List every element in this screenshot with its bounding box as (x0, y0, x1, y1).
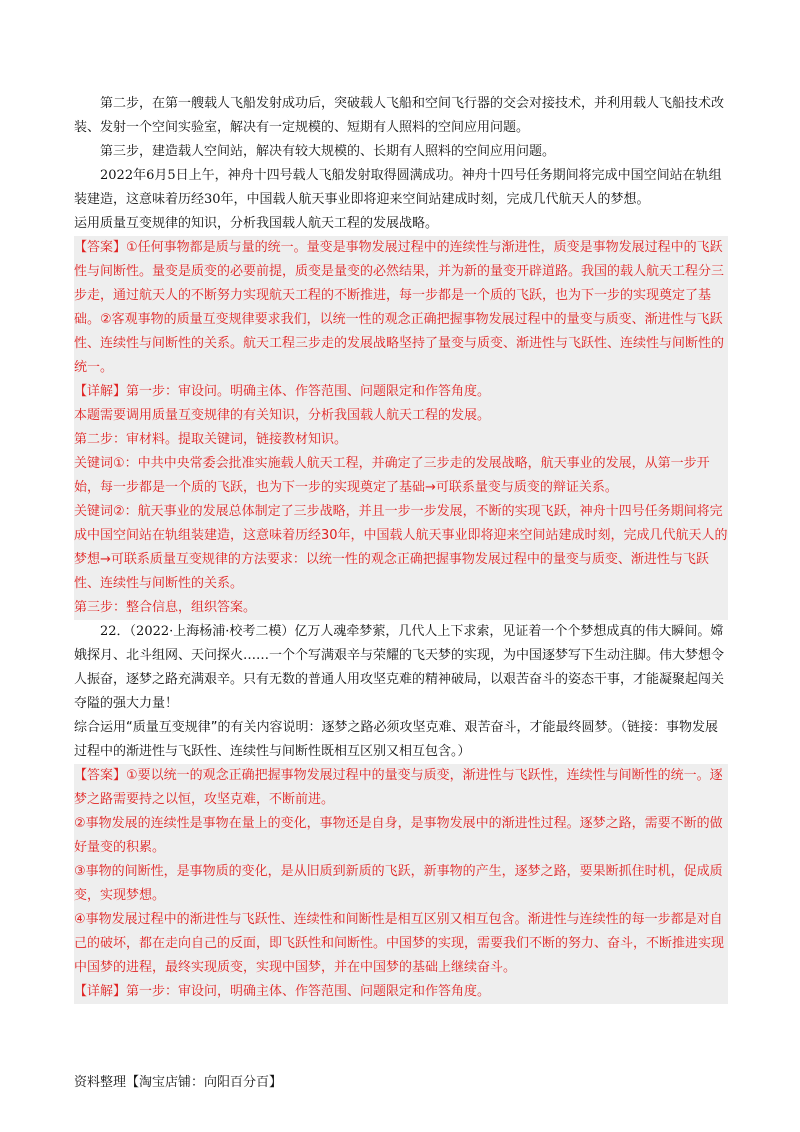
news-paragraph: 2022年6月5日上午，神舟十四号载人飞船发射取得圆满成功。神舟十四号任务期间将完成中国空间站在轨组装建造，这意味着历经30年，中国载人航天事业即将迎来空间站建成时刻，完成几代航天人的梦想。 (74, 168, 722, 207)
question-22-prompt: 综合运用“质量互变规律”的有关内容说明：逐梦之路必须攻坚克难、艰苦奋斗，才能最终圆梦。（链接：事物发展过程中的渐进性与飞跃性、连续性与间断性既相互区别又相互包含。） (74, 720, 718, 759)
step-three-paragraph: 第三步，建造载人空间站，解决有较大规模的、长期有人照料的空间应用问题。 (100, 144, 556, 159)
question-22-stem: 22．（2022·上海杨浦·校考二模）亿万人魂牵梦萦，几代人上下求索，见证着一个个梦想成真的伟大瞬间。嫦娥探月、北斗组网、天问探火……一个个写满艰辛与荣耀的飞天梦的实现，为中国逐梦写下生动注脚。伟大梦想令人振奋，逐梦之路充满艰辛。只有无数的普通人用攻坚克难的精神破局，以艰苦奋斗的姿态干事，才能凝聚起闯关夺隘的强大力量！ (74, 624, 725, 711)
answer-22-2: ②事物发展的连续性是事物在量上的变化，事物还是自身，是事物发展中的渐进性过程。逐梦之路，需要不断的做好量变的积累。 (74, 816, 723, 855)
detail-21-keyword2: 关键词②：航天事业的发展总体制定了三步战略，并且一步一步发展，不断的实现飞跃，神舟十四号任务期间将完成中国空间站在轨组装建造，这意味着历经30年，中国载人航天事业即将迎来空间站建成时刻，完成几代航天人的梦想→可联系质量互变规律的方法要求：以统一性的观念正确把握事物发展过程中的量变与质变、渐进性与飞跃性、连续性与间断性的关系。 (74, 504, 728, 591)
answer-21 (74, 236, 728, 380)
answer-22-3: ③事物的间断性，是事物质的变化，是从旧质到新质的飞跃，新事物的产生，逐梦之路，要果断抓住时机，促成质变，实现梦想。 (74, 864, 723, 903)
detail-22-step1-text: 第一步：审设问，明确主体、作答范围、问题限定和作答角度。 (126, 984, 491, 999)
detail-21-step2: 第二步：审材料。提取关键词，链接教材知识。 (74, 432, 348, 447)
footer-source: 资料整理【淘宝店铺：向阳百分百】 (74, 1075, 283, 1090)
step-two-paragraph: 第二步，在第一艘载人飞船发射成功后，突破载人飞船和空间飞行器的交会对接技术，并利用载人飞船技术改装、发射一个空间实验室，解决有一定规模的、短期有人照料的空间应用问题。 (74, 96, 725, 135)
answer-22-1 (74, 764, 728, 812)
detail-21-line2: 本题需要调用质量互变规律的有关知识，分析我国载人航天工程的发展。 (74, 408, 491, 423)
detail-21-step1-text: 第一步：审设问。明确主体、作答范围、问题限定和作答角度。 (126, 384, 491, 399)
answer-21-text: ①任何事物都是质与量的统一。量变是事物发展过程中的连续性与渐进性，质变是事物发展过程中的飞跃性与间断性。量变是质变的必要前提，质变是量变的必然结果，并为新的量变开辟道路。我国的载人航天工程分三步走，通过航天人的不断努力实现航天工程的不断推进，每一步都是一个质的飞跃，也为下一步的实现奠定了基础。②客观事物的质量互变规律要求我们，以统一性的观念正确把握事物发展过程中的量变与质变、渐进性与飞跃性、连续性与间断性的关系。航天工程三步走的发展战略坚持了量变与质变、渐进性与飞跃性、连续性与间断性的统一。 (74, 240, 725, 375)
document-body (74, 92, 728, 1004)
answer-tag: 【答案】 (74, 768, 127, 783)
answer-tag: 【答案】 (74, 240, 127, 255)
detail-22-step1 (74, 980, 728, 1004)
answer-block-21 (74, 236, 728, 620)
detail-21-keyword1: 关键词①：中共中央常委会批准实施载人航天工程，并确定了三步走的发展战略，航天事业的发展，从第一步开始，每一步都是一个质的飞跃，也为下一步的实现奠定了基础→可联系量变与质变的辩证关系。 (74, 456, 710, 495)
question-21-prompt: 运用质量互变规律的知识，分析我国载人航天工程的发展战略。 (74, 216, 439, 231)
answer-22-4: ④事物发展过程中的渐进性与飞跃性、连续性和间断性是相互区别又相互包含。渐进性与连续性的每一步都是对自己的破坏，都在走向自己的反面，即飞跃性和间断性。中国梦的实现，需要我们不断的努力、奋斗，不断推进实现中国梦的进程，最终实现质变，实现中国梦，并在中国梦的基础上继续奋斗。 (74, 912, 725, 975)
answer-block-22 (74, 764, 728, 1004)
detail-21-step3: 第三步：整合信息，组织答案。 (74, 600, 257, 615)
detail-tag: 【详解】 (74, 384, 127, 399)
detail-21-step1 (74, 380, 728, 404)
detail-tag: 【详解】 (74, 984, 127, 999)
answer-22-1-text: ①要以统一的观念正确把握事物发展过程中的量变与质变，渐进性与飞跃性，连续性与间断性的统一。逐梦之路需要持之以恒，攻坚克难，不断前进。 (74, 768, 723, 807)
